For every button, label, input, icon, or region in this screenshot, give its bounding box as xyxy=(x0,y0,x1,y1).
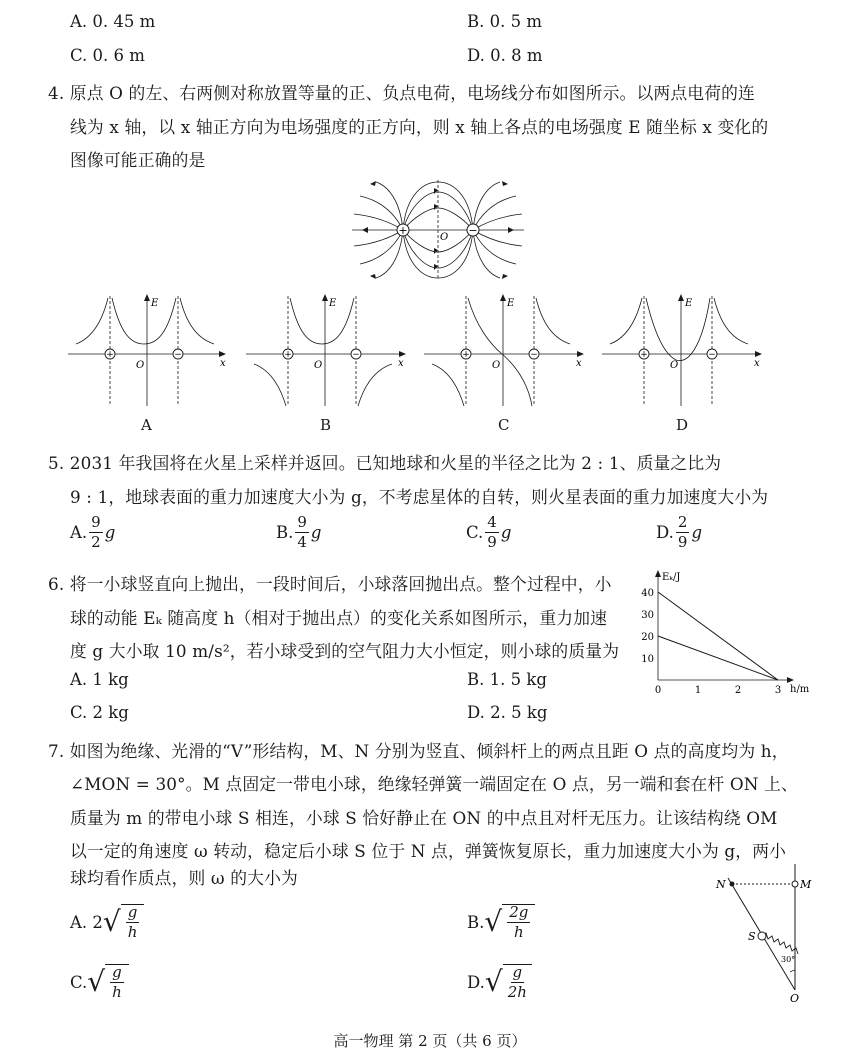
q6-line2: 球的动能 Eₖ 随高度 h（相对于抛出点）的变化关系如图所示，重力加速 xyxy=(70,608,608,628)
graph-a-o-label: O xyxy=(136,360,145,371)
y-tick-label: 30 xyxy=(641,610,654,621)
q4-line2: 线为 x 轴，以 x 轴正方向为电场强度的正方向，则 x 轴上各点的电场强度 E 随坐标 x 变化的 xyxy=(70,117,769,137)
graph-c-e-label: E xyxy=(507,298,515,309)
y-tick-label: 10 xyxy=(641,654,654,665)
x-tick-label: 2 xyxy=(734,685,742,696)
graph-d-e-label: E xyxy=(685,298,693,309)
q6-option-c: C. 2 kg xyxy=(70,703,129,722)
series-line-2 xyxy=(658,636,778,680)
q3-option-d: D. 0. 8 m xyxy=(467,46,543,65)
y-tick-label: 40 xyxy=(641,588,654,599)
q7-option-d: D. √ $\frac{g}{2h}$ xyxy=(467,964,532,1000)
q6-option-b: B. 1. 5 kg xyxy=(467,670,547,689)
q3-option-b: B. 0. 5 m xyxy=(467,12,542,31)
e-vs-x-graphs xyxy=(62,292,802,412)
q6-line3: 度 g 大小取 10 m/s²，若小球受到的空气阻力大小恒定，则小球的质量为 xyxy=(70,641,620,661)
q6-option-d: D. 2. 5 kg xyxy=(467,703,548,722)
graph-b-o-label: O xyxy=(314,360,323,371)
v-structure-figure xyxy=(710,862,820,1008)
x-tick-label: 1 xyxy=(694,685,702,696)
q3-option-c: C. 0. 6 m xyxy=(70,46,145,65)
series-line-1 xyxy=(658,592,778,680)
q7-line5: 球均看作质点，则 ω 的大小为 xyxy=(70,868,298,888)
graph-c-label: C xyxy=(498,416,510,434)
y-tick-label: 20 xyxy=(641,632,654,643)
q6-option-a: A. 1 kg xyxy=(70,670,129,689)
graph-b-label: B xyxy=(320,416,332,434)
q5-line1: 5. 2031 年我国将在火星上采样并返回。已知地球和火星的半径之比为 2 : 1、质量之比为 xyxy=(48,453,722,473)
page-footer: 高一物理 第 2 页（共 6 页） xyxy=(333,1032,527,1050)
graph-c-x-label: x xyxy=(576,358,582,369)
fig-n-label: N xyxy=(716,878,726,891)
svg-text:−: − xyxy=(468,224,478,237)
ek-axis-label: Eₖ/J xyxy=(662,572,681,583)
svg-text:+: + xyxy=(462,350,470,360)
q5-option-d: D. $\frac{2}{9}$ g xyxy=(656,513,702,551)
svg-text:+: + xyxy=(398,224,408,237)
q5-option-c: C. $\frac{4}{9}$ g xyxy=(466,513,512,551)
q5-option-b: B. $\frac{9}{4}$ g xyxy=(276,513,322,551)
q7-line4: 以一定的角速度 ω 转动，稳定后小球 S 位于 N 点，弹簧恢复原长，重力加速度大小为 g，两小 xyxy=(70,841,787,861)
svg-text:+: + xyxy=(284,350,292,360)
ek-vs-h-chart xyxy=(640,568,820,700)
graph-a-e-label: E xyxy=(151,298,159,309)
graph-a-x-label: x xyxy=(220,358,226,369)
svg-text:+: + xyxy=(640,350,648,360)
h-axis-label: h/m xyxy=(790,684,810,695)
graph-d-o-label: O xyxy=(670,360,679,371)
q7-option-c: C. √ $\frac{g}{h}$ xyxy=(70,964,129,1000)
graph-d-label: D xyxy=(676,416,689,434)
graph-c-o-label: O xyxy=(492,360,501,371)
fig-m-label: M xyxy=(800,878,812,891)
q7-option-a: A. 2 √ $\frac{g}{h}$ xyxy=(70,904,144,940)
q3-option-a: A. 0. 45 m xyxy=(70,12,156,31)
q7-line2: ∠MON = 30°。M 点固定一带电小球，绝缘轻弹簧一端固定在 O 点，另一端和套在杆 ON 上、 xyxy=(70,774,798,794)
x-tick-label: 0 xyxy=(654,685,662,696)
svg-text:−: − xyxy=(352,350,360,360)
svg-text:−: − xyxy=(708,350,716,360)
q7-line1: 7. 如图为绝缘、光滑的“V”形结构，M、N 分别为竖直、倾斜杆上的两点且距 O 点的高度均为 h， xyxy=(48,741,789,761)
graph-d-x-label: x xyxy=(754,358,760,369)
svg-text:+: + xyxy=(106,350,114,360)
svg-text:−: − xyxy=(174,350,182,360)
fig-angle-label: 30° xyxy=(781,955,796,964)
q5-option-a: A. $\frac{9}{2}$ g xyxy=(70,513,116,551)
field-origin-label: O xyxy=(440,232,449,243)
q5-line2: 9 : 1，地球表面的重力加速度大小为 g，不考虑星体的自转，则火星表面的重力加速度大小为 xyxy=(70,487,769,507)
graph-b-x-label: x xyxy=(398,358,404,369)
graph-a-label: A xyxy=(141,416,152,434)
fig-s-label: S xyxy=(748,930,756,943)
q6-line1: 6. 将一小球竖直向上抛出，一段时间后，小球落回抛出点。整个过程中，小 xyxy=(48,574,612,594)
q7-line3: 质量为 m 的带电小球 S 相连，小球 S 恰好静止在 ON 的中点且对杆无压力。让该结构绕 OM xyxy=(70,808,778,828)
q4-line1: 4. 原点 O 的左、右两侧对称放置等量的正、负点电荷，电场线分布如图所示。以两点电荷的连 xyxy=(48,83,755,103)
svg-text:−: − xyxy=(530,350,538,360)
electric-field-figure xyxy=(348,178,528,282)
q4-line3: 图像可能正确的是 xyxy=(70,150,206,170)
q7-option-b: B. √ $\frac{2g}{h}$ xyxy=(467,904,535,940)
x-tick-label: 3 xyxy=(774,685,782,696)
graph-b-e-label: E xyxy=(329,298,337,309)
fig-o-label: O xyxy=(790,992,800,1005)
